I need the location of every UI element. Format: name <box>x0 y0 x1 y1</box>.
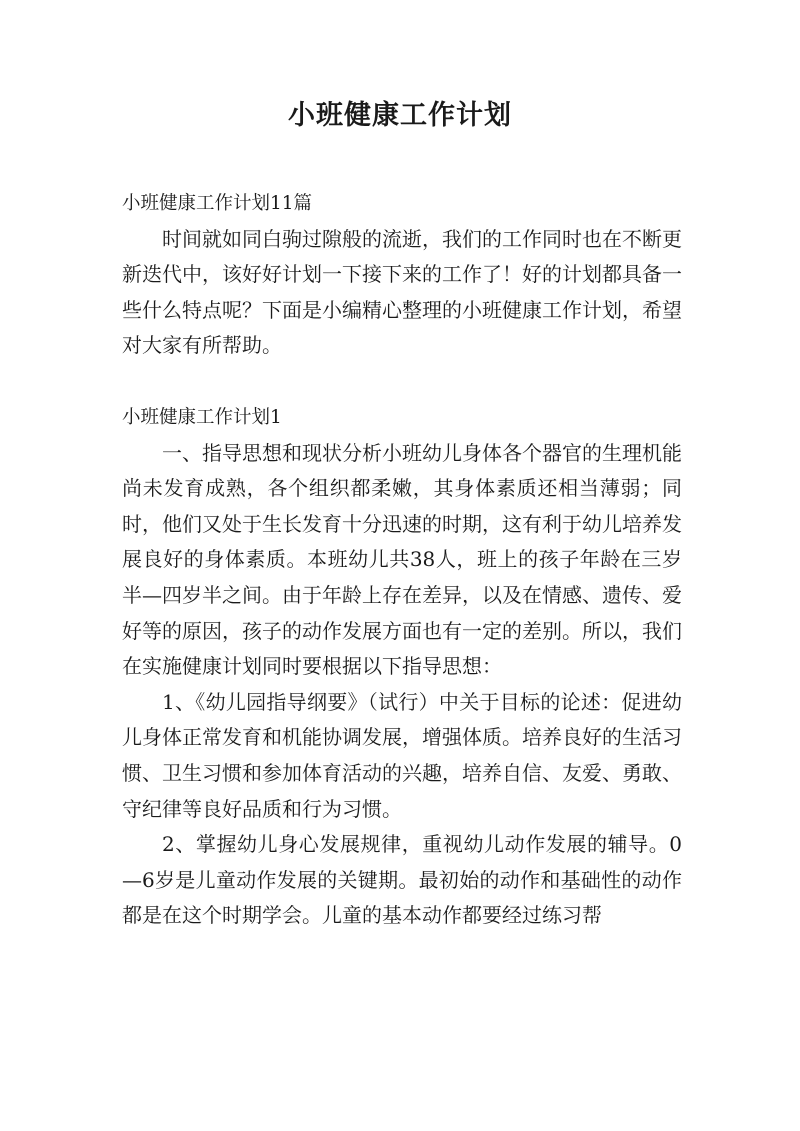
document-title: 小班健康工作计划 <box>288 100 512 131</box>
intro-paragraph: 时间就如同白驹过隙般的流逝，我们的工作同时也在不断更新迭代中，该好好计划一下接下来的工作了！好的计划都具备一些什么特点呢？下面是小编精心整理的小班健康工作计划，希望对大家有所帮助。 <box>122 226 682 358</box>
document-subtitle: 小班健康工作计划11篇 <box>122 193 313 214</box>
document-body <box>122 186 682 934</box>
section-paragraph-guiding-thought: 一、指导思想和现状分析小班幼儿身体各个器官的生理机能尚未发育成熟，各个组织都柔嫩，其身体素质还相当薄弱；同时，他们又处于生长发育十分迅速的时期，这有利于幼儿培养发展良好的身体素质。本班幼儿共38人，班上的孩子年龄在三岁半—四岁半之间。由于年龄上存在差异，以及在情感、遗传、爱好等的原因，孩子的动作发展方面也有一定的差别。所以，我们在实施健康计划同时要根据以下指导思想： <box>122 440 682 679</box>
paragraph-gap <box>122 364 682 400</box>
section-heading: 小班健康工作计划1 <box>122 406 282 428</box>
section-paragraph-point-2: 2、掌握幼儿身心发展规律，重视幼儿动作发展的辅导。0—6岁是儿童动作发展的关键期。最初始的动作和基础性的动作都是在这个时期学会。儿童的基本动作都要经过练习帮 <box>122 832 682 928</box>
section-paragraph-point-1: 1、《幼儿园指导纲要》（试行）中关于目标的论述：促进幼儿身体正常发育和机能协调发展，增强体质。培养良好的生活习惯、卫生习惯和参加体育活动的兴趣，培养自信、友爱、勇敢、守纪律等良好品质和行为习惯。 <box>122 689 682 821</box>
